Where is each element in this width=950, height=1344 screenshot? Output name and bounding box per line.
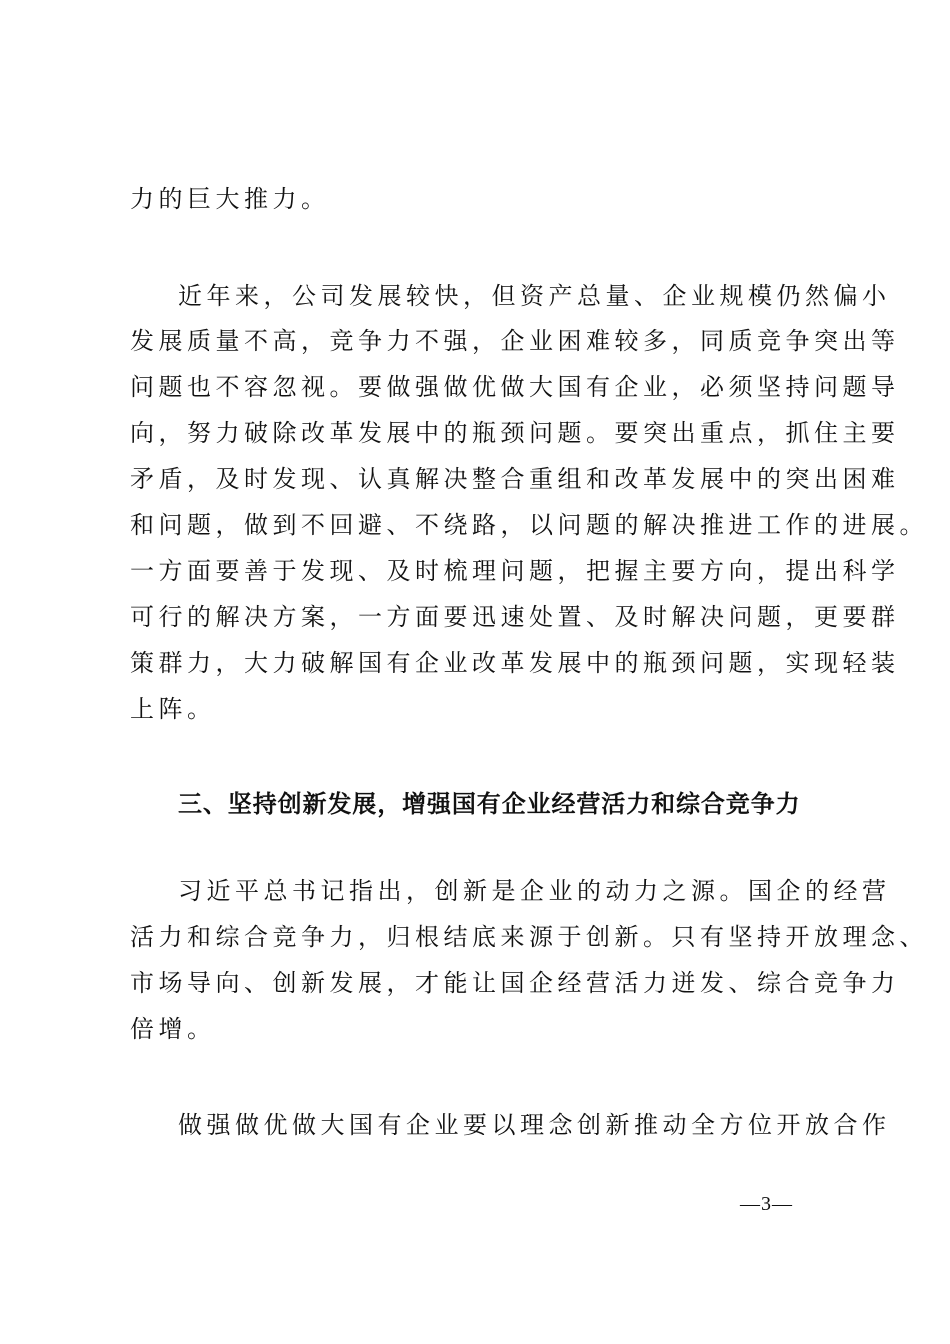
paragraph-line: 策群力，大力破解国有企业改革发展中的瓶颈问题，实现轻装 <box>130 649 900 677</box>
page-number: —3— <box>740 1193 793 1215</box>
paragraph-line: 和问题，做到不回避、不绕路，以问题的解决推进工作的进展。 <box>130 511 928 539</box>
paragraph-line: 问题也不容忽视。要做强做优做大国有企业，必须坚持问题导 <box>130 373 900 401</box>
paragraph-line: 做强做优做大国有企业要以理念创新推动全方位开放合作 <box>178 1111 891 1139</box>
paragraph-line: 上阵。 <box>130 695 216 723</box>
paragraph-line: 一方面要善于发现、及时梳理问题，把握主要方向，提出科学 <box>130 557 900 585</box>
paragraph-line: 发展质量不高，竞争力不强，企业困难较多，同质竞争突出等 <box>130 327 900 355</box>
paragraph-line: 倍增。 <box>130 1015 216 1043</box>
paragraph-line: 市场导向、创新发展，才能让国企经营活力迸发、综合竞争力 <box>130 969 900 997</box>
section-heading: 三、坚持创新发展，增强国有企业经营活力和综合竞争力 <box>178 790 801 818</box>
paragraph-line: 可行的解决方案，一方面要迅速处置、及时解决问题，更要群 <box>130 603 900 631</box>
paragraph-line: 近年来，公司发展较快，但资产总量、企业规模仍然偏小 <box>178 282 891 310</box>
paragraph-line: 习近平总书记指出，创新是企业的动力之源。国企的经营 <box>178 877 891 905</box>
paragraph-line: 向，努力破除改革发展中的瓶颈问题。要突出重点，抓住主要 <box>130 419 900 447</box>
paragraph-line: 活力和综合竞争力，归根结底来源于创新。只有坚持开放理念、 <box>130 923 928 951</box>
paragraph-line: 力的巨大推力。 <box>130 185 330 213</box>
paragraph-line: 矛盾，及时发现、认真解决整合重组和改革发展中的突出困难 <box>130 465 900 493</box>
